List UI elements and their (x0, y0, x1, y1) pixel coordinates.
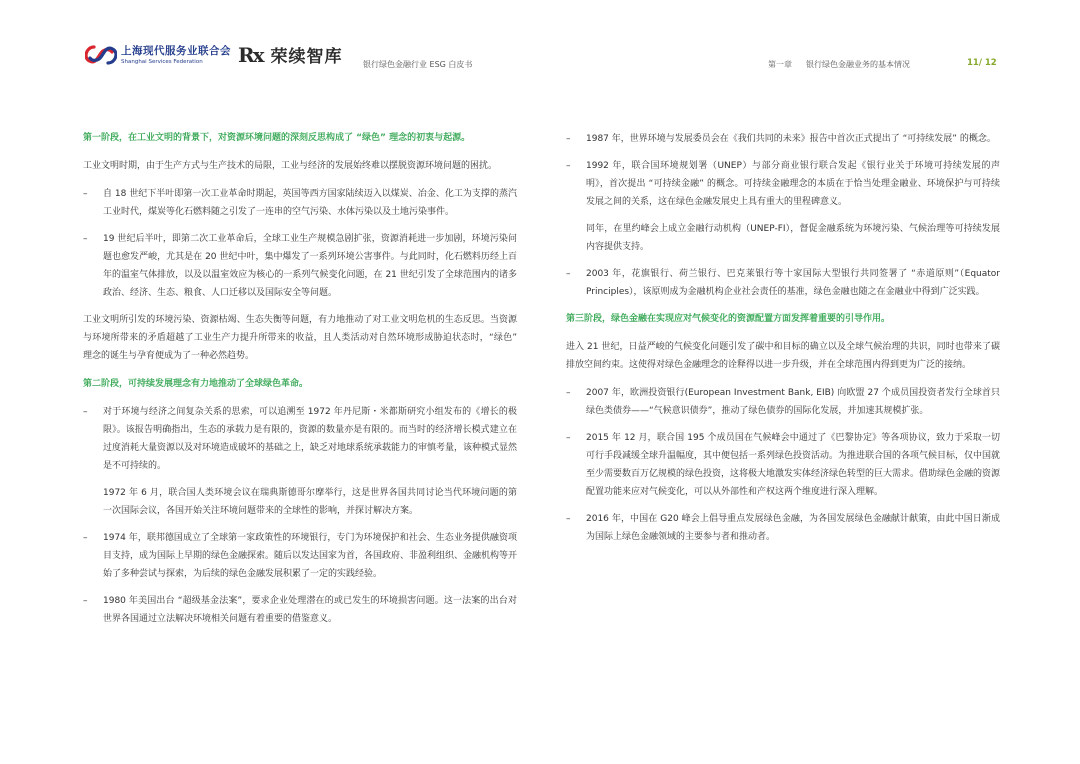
bullet-dash: – (83, 189, 88, 199)
paragraph: 工业文明时期，由于生产方式与生产技术的局限，工业与经济的发展始终难以摆脱资源环境问题的困扰。 (83, 161, 498, 171)
bullet-dash: – (566, 433, 571, 443)
paragraph: 进入 21 世纪，日益严峻的气候变化问题引发了碳中和目标的确立以及全球气候治理的共识，同时也带来了碳排放空间约束。这使得对绿色金融理念的诠释得以进一步升级，并在全球范围内得到更为广泛的接纳。 (566, 342, 1000, 370)
bullet-item (566, 510, 1000, 546)
chapter-title: 银行绿色金融业务的基本情况 (806, 60, 910, 69)
page-header (0, 0, 1080, 90)
rx-mark-text: Rx (238, 42, 263, 67)
bullet-item (566, 157, 1000, 211)
bullet-dash: – (566, 388, 571, 398)
bullet-dash: – (566, 514, 571, 524)
chapter-label: 第一章 (768, 60, 792, 69)
indented-paragraph: 1972 年 6 月，联合国人类环境会议在瑞典斯德哥尔摩举行，这是世界各国共同讨论当代环境问题的第一次国际会议，各国开始关注环境问题带来的全球性的影响，并探讨解决方案。 (103, 488, 517, 516)
bullet-text: 对于环境与经济之间复杂关系的思索，可以追溯至 1972 年丹尼斯・米都斯研究小组发布的《增长的极限》。该报告明确指出，生态的承载力是有限的，资源的数量亦是有限的。而当时的经济增长模式建立在过度消耗大量资源以及对环境造成破坏的基础之上，缺乏对地球系统承载能力的审慎考量，该种模式显然是不可持续的。 (103, 407, 518, 471)
bullet-item (566, 429, 1000, 501)
bullet-text: 1980 年美国出台 “超级基金法案”，要求企业处理潜在的或已发生的环境损害问题。这一法案的出台对世界各国通过立法解决环境相关问题有着重要的借鉴意义。 (103, 596, 517, 624)
ssf-logo-icon (85, 44, 117, 66)
bullet-text: 1974 年，联邦德国成立了全球第一家政策性的环境银行，专门为环境保护和社会、生态业务提供融资项目支持，成为国际上早期的绿色金融探索。随后以发达国家为首，各国政府、非盈利组织、金融机构等开始了多种尝试与探索，为后续的绿色金融发展积累了一定的实践经验。 (103, 533, 518, 579)
ssf-name-cn: 上海现代服务业联合会 (121, 44, 231, 57)
brand-name: 荣续智库 (270, 47, 343, 67)
bullet-dash: – (83, 407, 88, 417)
bullet-item (83, 230, 517, 302)
bullet-item (83, 592, 517, 628)
ssf-logo (85, 44, 231, 66)
bullet-text: 1987 年，世界环境与发展委员会在《我们共同的未来》报告中首次正式提出了 “可持续发展” 的概念。 (586, 134, 996, 144)
bullet-text: 2003 年，花旗银行、荷兰银行、巴克莱银行等十家国际大型银行共同签署了 “赤道原则”（Equator Principles），该原则成为金融机构企业社会责任的基准，绿色金融也随之在金融业中得到广泛实践。 (586, 269, 1000, 297)
bullet-item (566, 265, 1000, 301)
bullet-text: 2007 年，欧洲投资银行(European Investment Bank, EIB) 向欧盟 27 个成员国投资者发行全球首只绿色类债券——“气候意识债券”，推动了绿色债券的国际化发展，并加速其规模扩张。 (586, 388, 1000, 416)
bullet-item (83, 403, 517, 475)
left-column (83, 129, 517, 637)
page-number: 11/ 12 (967, 58, 997, 68)
stage-1-heading: 第一阶段，在工业文明的背景下，对资源环境问题的深刻反思构成了 “绿色” 理念的初衷与起源。 (83, 133, 471, 143)
stage-2-heading: 第二阶段，可持续发展理念有力地推动了全球绿色革命。 (83, 379, 309, 389)
bullet-item (83, 529, 517, 583)
rongxu-logo (238, 42, 343, 67)
bullet-dash: – (566, 269, 571, 279)
bullet-text: 19 世纪后半叶，即第二次工业革命后，全球工业生产规模急剧扩张，资源消耗进一步加剧，环境污染问题也愈发严峻，尤其是在 20 世纪中叶，集中爆发了一系列环境公害事件。与此同时，化石燃料历经上百年的温室气体排放，以及以温室效应为核心的一系列气候变化问题，在 21 世纪引发了全球范围内的诸多政治、经济、生态、粮食、人口迁移以及国际安全等问题。 (103, 234, 517, 298)
bullet-text: 2016 年，中国在 G20 峰会上倡导重点发展绿色金融，为各国发展绿色金融献计献策，由此中国日渐成为国际上绿色金融领域的主要参与者和推动者。 (586, 514, 1000, 542)
paragraph: 工业文明所引发的环境污染、资源枯竭、生态失衡等问题，有力地推动了对工业文明危机的生态反思。当资源与环境所带来的矛盾超越了工业生产力提升所带来的收益，且人类活动对自然环境形成胁迫状态时，“绿色” 理念的诞生与孕育便成为了一种必然趋势。 (83, 315, 517, 361)
bullet-text: 自 18 世纪下半叶即第一次工业革命时期起，英国等西方国家陆续迈入以煤炭、冶金、化工为支撑的蒸汽工业时代，煤炭等化石燃料随之引发了一连串的空气污染、水体污染以及土地污染事件。 (103, 189, 517, 217)
bullet-item (83, 185, 517, 221)
bullet-item (566, 130, 1000, 148)
bullet-text: 1992 年，联合国环境规划署（UNEP）与部分商业银行联合发起《银行业关于环境可持续发展的声明》，首次提出 “可持续金融” 的概念。可持续金融理念的本质在于恰当处理金融业、环境保护与可持续发展之间的关系，这在绿色金融发展史上具有重大的里程碑意义。 (586, 161, 1000, 207)
ssf-name-en: Shanghai Services Federation (121, 58, 203, 65)
bullet-text: 2015 年 12 月，联合国 195 个成员国在气候峰会中通过了《巴黎协定》等各项协议，致力于采取一切可行手段减缓全球升温幅度，其中便包括一系列绿色投资活动。为推进联合国的各项气候目标，仅中国就至少需要数百万亿规模的绿色投资，这将极大地激发实体经济绿色转型的巨大需求。借助绿色金融的资源配置功能来应对气候变化，可以从外部性和产权这两个维度进行深入理解。 (586, 433, 1001, 497)
bullet-dash: – (83, 533, 88, 543)
bullet-dash: – (566, 161, 571, 171)
rx-mark (238, 43, 263, 67)
stage-3-heading: 第三阶段，绿色金融在实现应对气候变化的资源配置方面发挥着重要的引导作用。 (566, 314, 891, 324)
bullet-item (566, 384, 1000, 420)
doc-title: 银行绿色金融行业 ESG 白皮书 (363, 60, 473, 69)
bullet-dash: – (83, 596, 88, 606)
indented-paragraph: 同年，在里约峰会上成立金融行动机构（UNEP-FI），督促金融系统为环境污染、气候治理等可持续发展内容提供支持。 (586, 224, 1000, 252)
bullet-dash: – (566, 134, 571, 144)
right-column (566, 130, 1000, 555)
bullet-dash: – (83, 234, 88, 244)
